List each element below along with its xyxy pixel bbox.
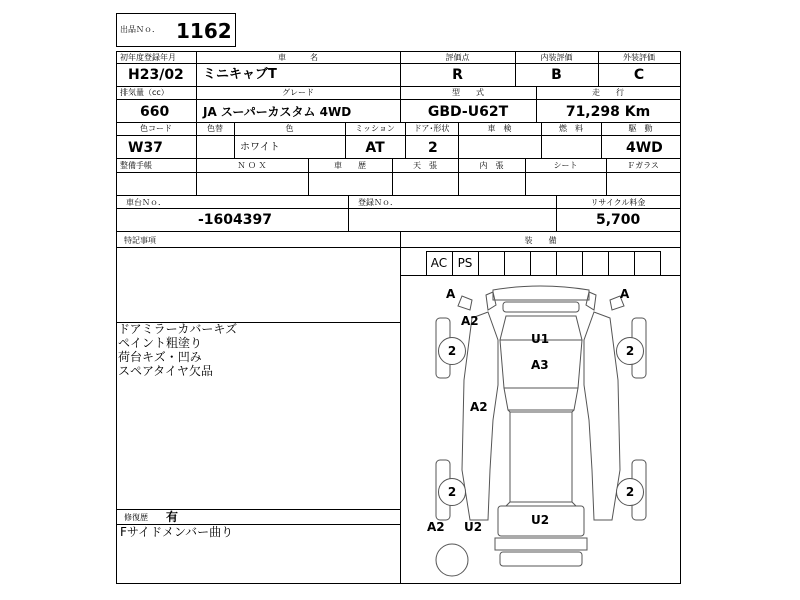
repair-history-value: 有 <box>166 510 179 524</box>
note-line: スペアタイヤ欠品 <box>118 364 213 378</box>
interior-grade-value: B <box>551 67 562 83</box>
trim-label: グレード <box>282 88 314 97</box>
lot-number-label: 出品Ｎｏ． <box>120 25 160 34</box>
displacement-value: 660 <box>140 104 170 120</box>
recycle-fee-label: リサイクル料金 <box>590 198 646 207</box>
equipment-ps: PS <box>457 256 473 270</box>
model-code-label: 型 式 <box>452 88 484 97</box>
mark-rear-bed: U2 <box>531 513 550 527</box>
car-name-label: 車 名 <box>278 53 318 62</box>
color-label: 色 <box>285 124 294 133</box>
exterior-grade-value: C <box>633 67 645 83</box>
note-line: 荷台キズ・凹み <box>118 350 202 364</box>
drive-value: 4WD <box>626 140 663 156</box>
seat-label: シート <box>553 161 578 170</box>
mark-tire-rear-right: 2 <box>616 478 644 506</box>
chassis-number-value: -1604397 <box>198 212 272 228</box>
equipment-title: 装 備 <box>524 236 557 245</box>
inspection-label: 車 検 <box>487 124 512 133</box>
equipment-ac: AC <box>430 256 448 270</box>
mark-tire-rear-left: 2 <box>438 478 466 506</box>
registration-number-label: 登録Ｎｏ． <box>358 198 398 207</box>
note-line: ペイント粗塗り <box>118 336 203 350</box>
repair-history-label: 修復歴 <box>124 513 148 522</box>
mark-tire-front-right: 2 <box>616 337 644 365</box>
chassis-number-label: 車台Ｎｏ． <box>126 198 166 207</box>
note-line: ドアミラーカバーキズ <box>118 322 238 336</box>
displacement-label: 排気量（cc） <box>120 88 169 97</box>
drive-label: 駆 動 <box>628 124 653 133</box>
recycle-fee-value: 5,700 <box>596 212 641 228</box>
fuel-label: 燃 料 <box>559 124 583 133</box>
mileage-label: 走 行 <box>592 88 624 97</box>
mileage-value: 71,298 Km <box>565 104 651 120</box>
mark-left-side: A2 <box>470 400 488 414</box>
repair-history-note: Fサイドメンバー曲り <box>120 525 234 539</box>
mark-hood: A3 <box>531 358 549 372</box>
lot-number: 1162 <box>176 19 232 43</box>
transmission-label: ミッション <box>355 124 395 133</box>
first-registration-value: H23/02 <box>128 67 184 83</box>
mark-front-bumper: A2 <box>461 314 479 328</box>
mark-tire-front-left: 2 <box>438 337 466 365</box>
doors-value: 2 <box>428 140 438 156</box>
notes-title: 特記事項 <box>124 236 156 245</box>
interior-grade-label: 内装評価 <box>540 53 573 62</box>
trim-value: JA スーパーカスタム 4WD <box>203 105 352 119</box>
model-code-value: GBD-U62T <box>427 104 509 120</box>
front-glass-label: Ｆガラス <box>627 161 659 170</box>
transmission-value: AT <box>365 140 385 156</box>
color-code-label: 色コード <box>140 124 172 133</box>
color-code-value: W37 <box>128 140 163 156</box>
exterior-grade-label: 外装評価 <box>623 53 655 62</box>
nox-label: Ｎ Ｏ Ｘ <box>237 161 267 170</box>
mark-front-left: A <box>446 287 456 301</box>
interior-trim-label: 内 張 <box>479 161 504 170</box>
color-change-label: 色替 <box>207 124 223 133</box>
mark-roof: U1 <box>531 332 550 346</box>
mark-rear-corner: U2 <box>464 520 483 534</box>
doors-label: ドア･形状 <box>413 124 450 133</box>
mark-rear-left: A2 <box>427 520 445 534</box>
service-book-label: 整備手帳 <box>120 161 152 170</box>
mark-front-right: A <box>620 287 630 301</box>
first-registration-label: 初年度登録年月 <box>120 53 176 62</box>
vehicle-history-label: 車 歴 <box>334 161 366 170</box>
color-value: ホワイト <box>240 142 280 153</box>
grade-score-label: 評価点 <box>445 53 470 62</box>
ceiling-label: 天 張 <box>413 161 437 170</box>
grade-score-value: R <box>452 67 463 83</box>
car-name-value: ミニキャブT <box>203 67 277 82</box>
